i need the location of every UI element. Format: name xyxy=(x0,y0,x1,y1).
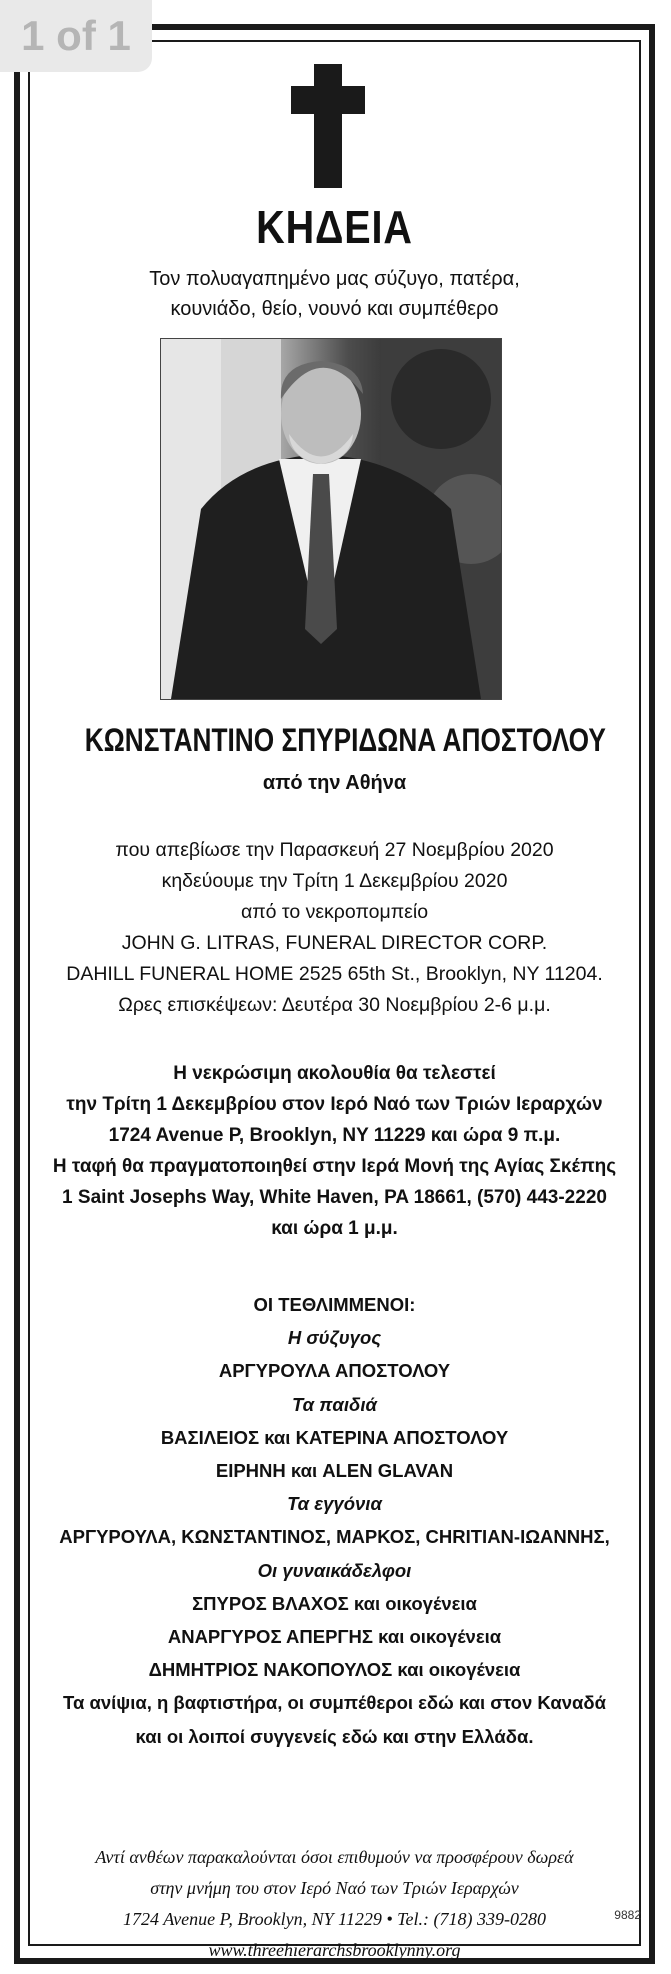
mourners-heading: ΟΙ ΤΕΘΛΙΜΜΕΝΟΙ: xyxy=(253,1294,416,1315)
list-item: και οι λοιποί συγγενείς εδώ και στην Ελλάδα. xyxy=(135,1725,534,1747)
origin-text: από την Αθήνα xyxy=(262,772,407,794)
donation-note: Αντί ανθέων παρακαλούνται όσοι επιθυμούν να προσφέρουν δωρεά στην μνήμη του στον Ιερό Ναό των Τριών Ιεραρχών 1724 Avenue P, Brooklyn, NY 11229 • Tel.: (718) 339-0280 www.threehierarchsbrooklynny.org xyxy=(30,1842,639,1966)
list-item: Τα παιδιά xyxy=(292,1393,377,1415)
list-item: ΣΠΥΡΟΣ ΒΛΑΧΟΣ και οικογένεια xyxy=(192,1592,477,1614)
cross-icon xyxy=(291,64,365,188)
website-link[interactable]: www.threehierarchsbrooklynny.org xyxy=(208,1940,461,1960)
funeral-details: που απεβίωσε την Παρασκευή 27 Νοεμβρίου 2020 κηδεύουμε την Τρίτη 1 Δεκεμβρίου 2020 από το νεκροπομπείο JOHN G. LITRAS, FUNERAL DIRECTOR CORP. DAHILL FUNERAL HOME 2525 65th St., Brooklyn, NY 11204. Ωρες επισκέψεων: Δευτέρα 30 Νοεμβρίου 2-6 μ.μ. xyxy=(66,839,603,1016)
ad-code: 9882 xyxy=(614,1908,641,1922)
list-item: ΒΑΣΙΛΕΙΟΣ και ΚΑΤΕΡΙΝΑ ΑΠΟΣΤΟΛΟΥ xyxy=(160,1426,509,1448)
list-item: ΑΡΓΥΡΟΥΛΑ, ΚΩΝΣΤΑΝΤΙΝΟΣ, ΜΑΡΚΟΣ, CHRITIAN-ΙΩΑΝΝΗΣ, xyxy=(59,1526,610,1548)
list-item: ΑΡΓΥΡΟΥΛΑ ΑΠΟΣΤΟΛΟΥ xyxy=(218,1360,451,1382)
list-item: ΑΝΑΡΓΥΡΟΣ ΑΠΕΡΓΗΣ και οικογένεια xyxy=(167,1626,502,1648)
service-details: Η νεκρώσιμη ακολουθία θα τελεστεί την Τρίτη 1 Δεκεμβρίου στον Ιερό Ναό των Τριών Ιεραρχών 1724 Avenue P, Brooklyn, NY 11229 και ώρα 9 π.μ. Η ταφή θα πραγματοποιηθεί στην Ιερά Μονή της Αγίας Σκέπης 1 Saint Josephs Way, White Haven, PA 18661, (570) 443-2220 και ώρα 1 μ.μ. xyxy=(52,1063,617,1239)
list-item: Οι γυναικάδελφοι xyxy=(257,1559,412,1581)
page-counter-badge: 1 of 1 xyxy=(0,0,152,72)
list-item: ΕΙΡΗΝΗ και ALEN GLAVAN xyxy=(215,1460,454,1482)
deceased-name: ΚΩΝΣΤΑΝΤΙΝΟ ΣΠΥΡΙΔΩΝΑ ΑΠΟΣΤΟΛΟΥ xyxy=(84,722,606,758)
mourners-list xyxy=(30,1288,639,1753)
notice-title: ΚΗΔΕΙΑ xyxy=(256,201,413,253)
portrait-photo xyxy=(160,338,502,700)
list-item: ΔΗΜΗΤΡΙΟΣ ΝΑΚΟΠΟΥΛΟΣ και οικογένεια xyxy=(148,1659,521,1681)
list-item: Τα εγγόνια xyxy=(287,1493,382,1515)
intro-text: Τον πολυαγαπημένο μας σύζυγο, πατέρα, κουνιάδο, θείο, νουνό και συμπέθερο xyxy=(149,268,520,320)
list-item: Η σύζυγος xyxy=(287,1327,382,1349)
list-item: Τα ανίψια, η βαφτιστήρα, οι συμπέθεροι εδώ και στον Καναδά xyxy=(63,1692,606,1714)
